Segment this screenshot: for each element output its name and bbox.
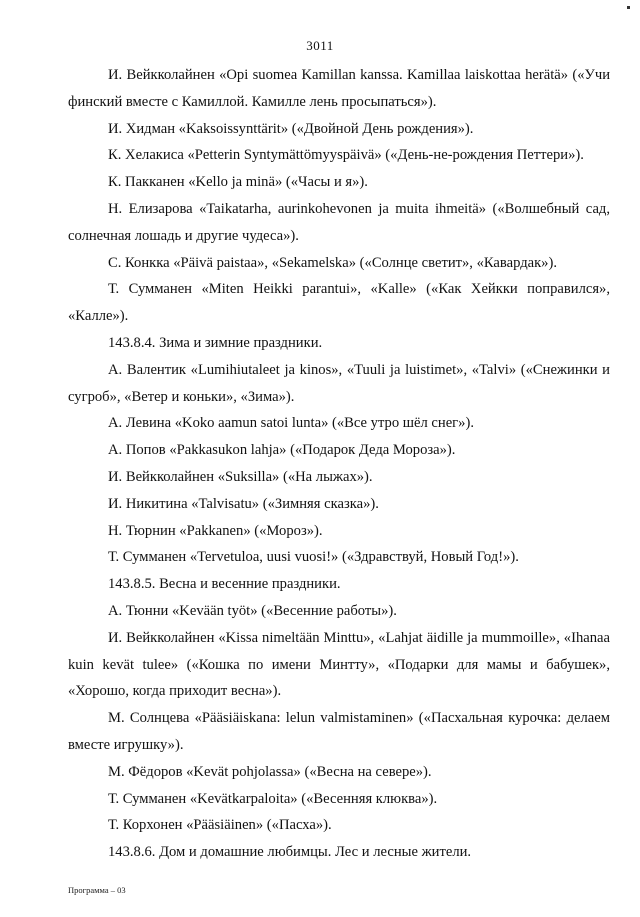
entry-pakkanen-kello: К. Пакканен «Kello ja minä» («Часы и я»).: [108, 174, 368, 191]
entry-veikkolainen-suksilla: И. Вейкколайнен «Suksilla» («На лыжах»).: [108, 468, 373, 485]
entry-solntseva: М. Солнцева «Pääsiäiskana: lelun valmistaminen» («Пасхальная курочка: делаем вместе игрушку»).: [68, 710, 610, 753]
entry-summanen-new-year: Т. Сумманен «Tervetuloa, uusi vuosi!» («Здравствуй, Новый Год!»).: [108, 549, 519, 566]
section-heading-spring: 143.8.5. Весна и весенние праздники.: [108, 576, 341, 593]
entry-konkka: С. Конкка «Päivä paistaa», «Sekamelska» («Солнце светит», «Кавардак»).: [108, 254, 557, 271]
entry-helakisa: К. Хелакиса «Petterin Syntymättömyyspäivä» («День-не-рождения Петтери»).: [108, 147, 584, 164]
section-heading-winter: 143.8.4. Зима и зимние праздники.: [108, 334, 323, 351]
entry-nikitina: И. Никитина «Talvisatu» («Зимняя сказка»).: [108, 495, 379, 512]
entry-veikkolainen-opi-suomea: И. Вейкколайнен «Opi suomea Kamillan kanssa. Kamillaa laiskottaa herätä» («Учи финский вместе с Камиллой. Камилле лень просыпаться»).: [68, 67, 610, 110]
entry-tyunni: А. Тюнни «Kevään työt» («Весенние работы»).: [108, 602, 397, 619]
section-heading-home-forest: 143.8.6. Дом и домашние любимцы. Лес и лесные жители.: [108, 844, 472, 861]
page-number: 3011: [306, 38, 334, 53]
document-body: [68, 62, 610, 866]
entry-summanen-kevatkarpaloita: Т. Сумманен «Kevätkarpaloita» («Весенняя клюква»).: [108, 790, 438, 807]
entry-korhonen: Т. Корхонен «Pääsiäinen» («Пасха»).: [108, 817, 332, 834]
entry-levina: А. Левина «Koko aamun satoi lunta» («Все утро шёл снег»).: [108, 415, 474, 432]
entry-popov: А. Попов «Pakkasukon lahja» («Подарок Деда Мороза»).: [108, 442, 456, 459]
entry-elizarova: Н. Елизарова «Taikatarha, aurinkohevonen ja muita ihmeitä» («Волшебный сад, солнечная лошадь и другие чудеса»).: [68, 200, 610, 244]
entry-fedorov: М. Фёдоров «Kevät pohjolassa» («Весна на севере»).: [108, 763, 432, 780]
entry-valentik: А. Валентик «Lumihiutaleet ja kinos», «Tuuli ja luistimet», «Talvi» («Снежинки и сугроб», «Ветер и коньки», «Зима»).: [68, 361, 610, 405]
entry-tyurnin: Н. Тюрнин «Pakkanen» («Мороз»).: [108, 522, 323, 539]
footer-label: Программа – 03: [68, 885, 126, 895]
entry-hidman: И. Хидман «Kaksoissynttärit» («Двойной День рождения»).: [108, 120, 474, 137]
entry-veikkolainen-minttu: И. Вейкколайнен «Kissa nimeltään Minttu», «Lahjat äidille ja mummoille», «Ihanaa kuin kevät tulee» («Кошка по имени Минтту», «Подарки для мамы и бабушек», «Хорошо, когда приходит весна»).: [68, 629, 610, 700]
entry-summanen-heikki: Т. Сумманен «Miten Heikki parantui», «Kalle» («Как Хейкки поправился», «Калле»).: [68, 281, 610, 325]
scan-mark: [627, 6, 630, 9]
